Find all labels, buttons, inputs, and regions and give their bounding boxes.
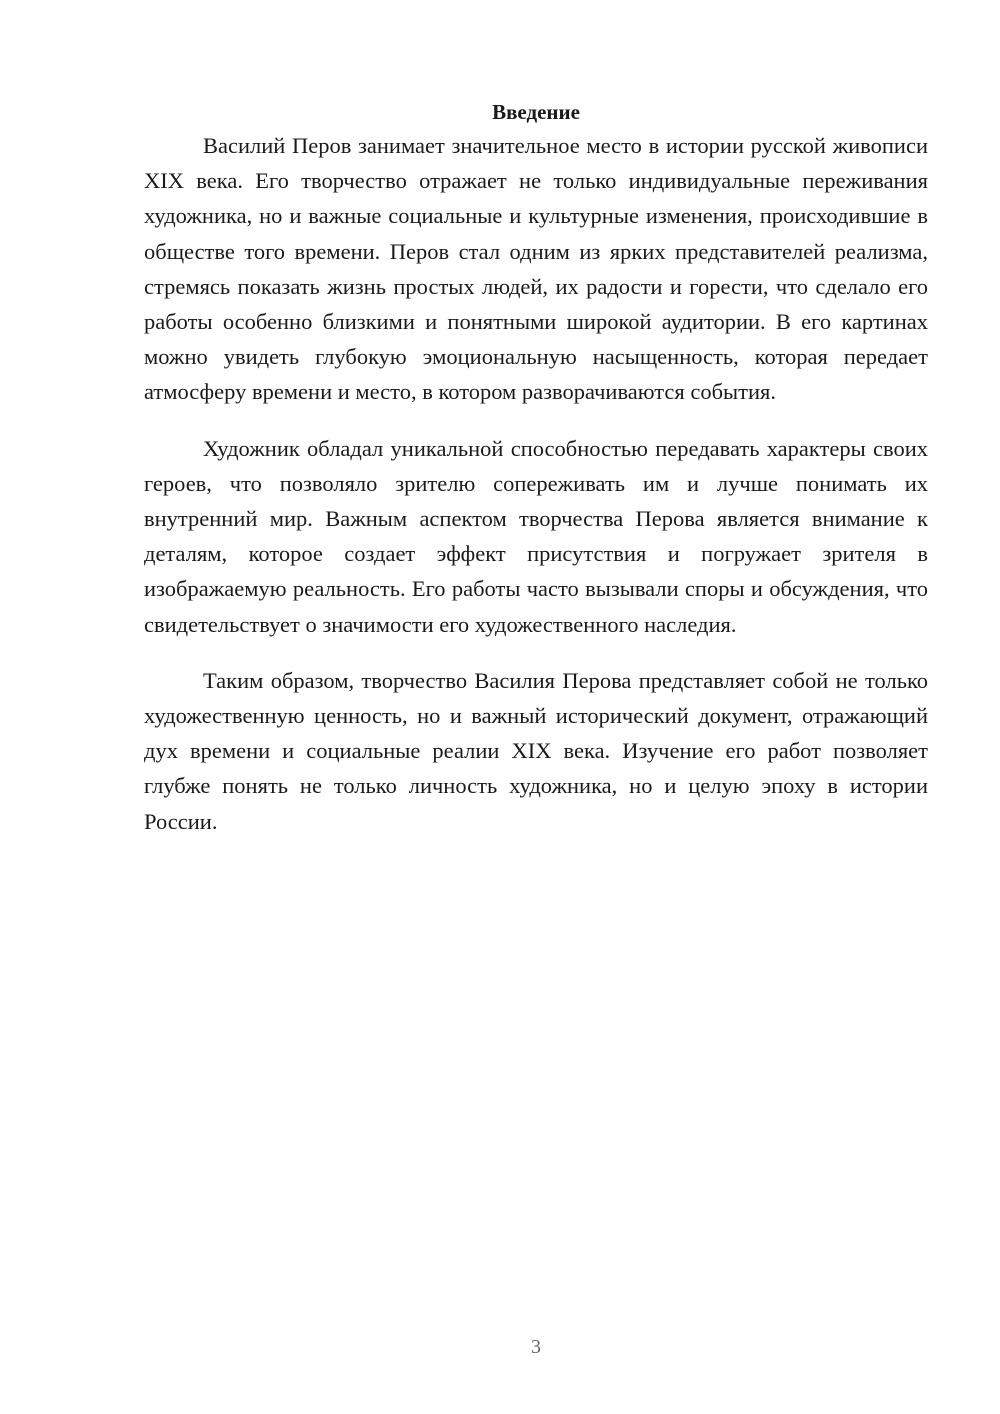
paragraph-2: Художник обладал уникальной способностью передавать характеры своих героев, что позволяло зрителю сопереживать им и лучше понимать их внутренний мир. Важным аспектом творчества Перова является внимание к деталям, которое создает эффект присутствия и погружает зрителя в изображаемую реальность. Его работы часто вызывали споры и обсуждения, что свидетельствует о значимости его художественного наследия.: [144, 435, 928, 637]
page-number: 3: [531, 1336, 541, 1358]
paragraph-3: Таким образом, творчество Василия Перова представляет собой не только художественную ценность, но и важный исторический документ, отражающий дух времени и социальные реалии XIX века. Изучение его работ позволяет глубже понять не только личность художника, но и целую эпоху в истории России.: [144, 667, 928, 834]
document-page: [144, 96, 928, 860]
paragraph-1: Василий Перов занимает значительное место в истории русской живописи XIX века. Его творчество отражает не только индивидуальные переживания художника, но и важные социальные и культурные изменения, происходившие в обществе того времени. Перов стал одним из ярких представителей реализма, стремясь показать жизнь простых людей, их радости и горести, что сделало его работы особенно близкими и понятными широкой аудитории. В его картинах можно увидеть глубокую эмоциональную насыщенность, которая передает атмосферу времени и место, в котором разворачиваются события.: [144, 133, 928, 405]
section-title: Введение: [492, 100, 580, 124]
